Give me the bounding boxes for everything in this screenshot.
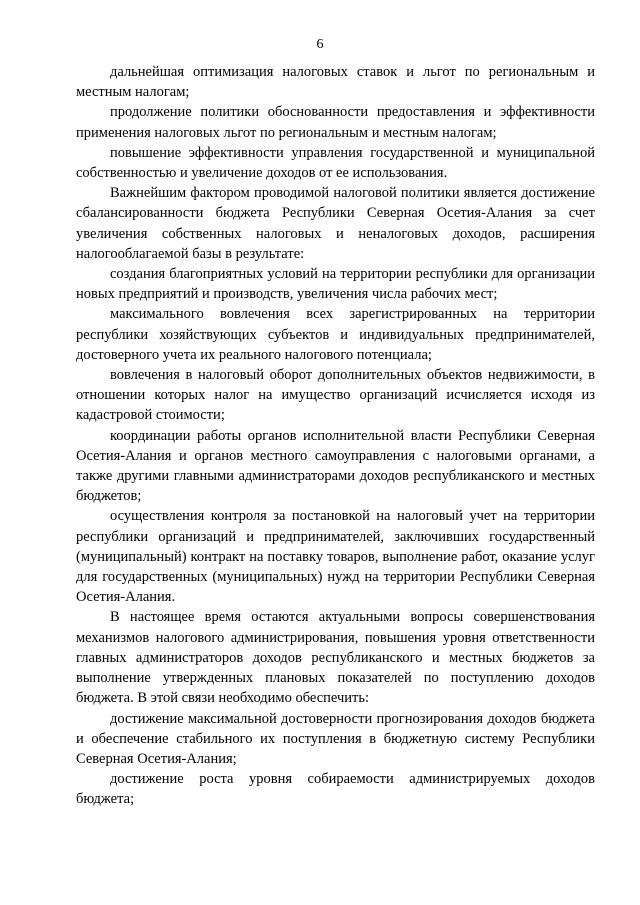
paragraph-tax-administration: В настоящее время остаются актуальными вопросы совершенствования механизмов налогового администрирования, повышения уровня ответственности главных администраторов доходов республиканского и местных бюджетов за выполнение утвержденных плановых показателей по поступлению доходов бюджета. В этой связи необходимо обеспечить: xyxy=(76,609,595,707)
paragraph-forecast-reliability: достижение максимальной достоверности прогнозирования доходов бюджета и обеспечение стабильного их поступления в бюджетную систему Республики Северная Осетия-Алания; xyxy=(76,710,595,767)
paragraph-real-estate-objects: вовлечения в налоговый оборот дополнительных объектов недвижимости, в отношении которых налог на имущество организаций исчисляется исходя из кадастровой стоимости; xyxy=(76,367,595,424)
paragraph-tax-registration-control: осуществления контроля за постановкой на налоговый учет на территории республики организаций и предпринимателей, заключивших государственный (муниципальный) контракт на поставку товаров, выполнение работ, оказание услуг для государственных (муниципальных) нужд на территории Республики Северная Осетия-Алания. xyxy=(76,508,595,606)
paragraph-coordination: координации работы органов исполнительной власти Республики Северная Осетия-Алания и органов местного самоуправления с налоговыми органами, а также другими главными администраторами доходов республиканского и местных бюджетов; xyxy=(76,427,595,505)
paragraph-collection-growth: достижение роста уровня собираемости администрируемых доходов бюджета; xyxy=(76,771,595,808)
paragraph-favorable-conditions: создания благоприятных условий на территории республики для организации новых предприятий и производств, увеличения числа рабочих мест; xyxy=(76,266,595,303)
page-number: 6 xyxy=(316,37,324,52)
paragraph-tax-rate-optimization: дальнейшая оптимизация налоговых ставок и льгот по региональным и местным налогам; xyxy=(76,64,595,101)
paragraph-tax-benefits-policy: продолжение политики обоснованности предоставления и эффективности применения налоговых льгот по региональным и местным налогам; xyxy=(76,104,595,141)
document-body xyxy=(76,62,595,810)
paragraph-budget-balance: Важнейшим фактором проводимой налоговой политики является достижение сбалансированности бюджета Республики Северная Осетия-Алания за счет увеличения собственных налоговых и неналоговых доходов, расширения налогооблагаемой базы в результате: xyxy=(76,185,595,262)
paragraph-property-management: повышение эффективности управления государственной и муниципальной собственностью и увеличение доходов от ее использования. xyxy=(76,144,595,182)
paragraph-registered-entities: максимального вовлечения всех зарегистрированных на территории республики хозяйствующих субъектов и индивидуальных предпринимателей, достоверного учета их реального налогового потенциала; xyxy=(76,306,595,363)
